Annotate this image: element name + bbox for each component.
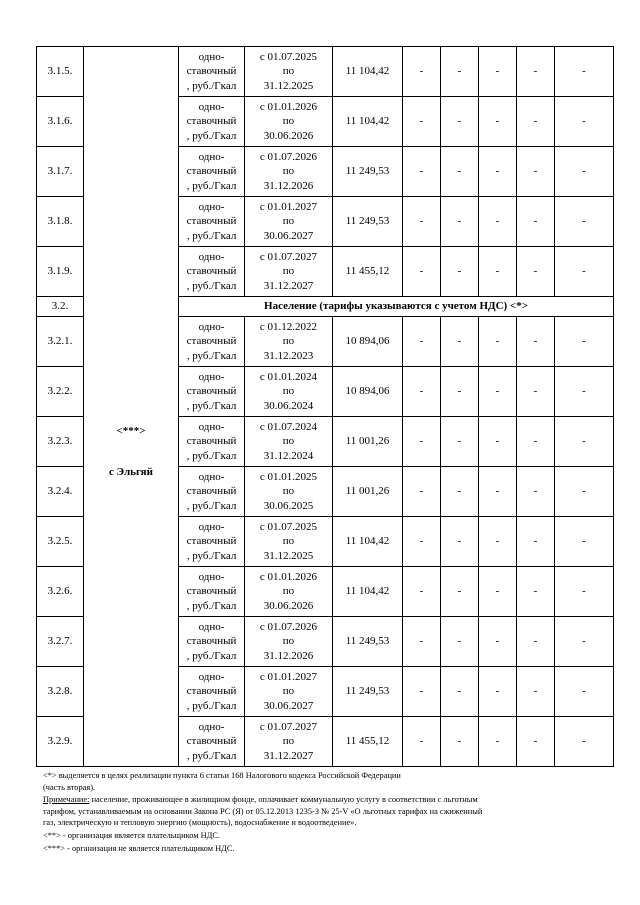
unit-cell-line: ставочный	[186, 215, 237, 228]
unit-cell-line: одно-	[198, 620, 225, 633]
period-cell-line: с 01.01.2027	[259, 200, 318, 213]
section-title-cell: Население (тарифы указываются с учетом НДС) <*>	[179, 297, 614, 317]
unit-cell	[179, 317, 245, 367]
period-cell-line: с 01.07.2026	[259, 150, 318, 163]
period-cell-line: с 01.07.2026	[259, 620, 318, 633]
empty-value-cell: -	[555, 367, 614, 417]
empty-value-cell: -	[517, 197, 555, 247]
period-cell-line: 31.12.2023	[263, 349, 314, 362]
period-cell-line: по	[282, 635, 295, 648]
tariff-value-cell: 11 104,42	[333, 517, 403, 567]
empty-value-cell: -	[517, 717, 555, 767]
footnotes	[43, 770, 613, 854]
unit-cell-line: ставочный	[186, 635, 237, 648]
empty-value-cell: -	[441, 197, 479, 247]
empty-value-cell: -	[555, 567, 614, 617]
empty-value-cell: -	[517, 97, 555, 147]
unit-cell-line: , руб./Гкал	[186, 749, 237, 762]
empty-value-cell: -	[555, 667, 614, 717]
period-cell-line: с 01.01.2025	[259, 470, 318, 483]
empty-value-cell: -	[441, 467, 479, 517]
empty-value-cell: -	[441, 47, 479, 97]
period-cell-line: с 01.07.2024	[259, 420, 318, 433]
period-cell-line: 31.12.2027	[263, 749, 314, 762]
unit-cell-line: , руб./Гкал	[186, 649, 237, 662]
unit-cell-line: , руб./Гкал	[186, 279, 237, 292]
period-cell	[245, 247, 333, 297]
empty-value-cell: -	[479, 197, 517, 247]
unit-cell-line: одно-	[198, 570, 225, 583]
period-cell	[245, 467, 333, 517]
empty-value-cell: -	[403, 317, 441, 367]
period-cell-line: 30.06.2027	[263, 229, 314, 242]
period-cell-line: по	[282, 115, 295, 128]
unit-cell-line: одно-	[198, 670, 225, 683]
tariff-value-cell: 11 104,42	[333, 97, 403, 147]
empty-value-cell: -	[517, 467, 555, 517]
row-number-cell: 3.2.4.	[37, 467, 84, 517]
period-cell	[245, 367, 333, 417]
unit-cell	[179, 717, 245, 767]
unit-cell-line: , руб./Гкал	[186, 499, 237, 512]
empty-value-cell: -	[441, 97, 479, 147]
tariff-value-cell: 11 249,53	[333, 197, 403, 247]
empty-value-cell: -	[403, 367, 441, 417]
empty-value-cell: -	[479, 367, 517, 417]
empty-value-cell: -	[517, 247, 555, 297]
row-number-cell: 3.1.7.	[37, 147, 84, 197]
empty-value-cell: -	[403, 567, 441, 617]
row-number-cell: 3.1.9.	[37, 247, 84, 297]
empty-value-cell: -	[479, 617, 517, 667]
unit-cell-line: , руб./Гкал	[186, 349, 237, 362]
unit-cell-line: , руб./Гкал	[186, 79, 237, 92]
empty-value-cell: -	[441, 317, 479, 367]
period-cell-line: по	[282, 735, 295, 748]
empty-value-cell: -	[479, 467, 517, 517]
empty-value-cell: -	[441, 717, 479, 767]
empty-value-cell: -	[479, 567, 517, 617]
unit-cell-line: , руб./Гкал	[186, 399, 237, 412]
row-number-cell: 3.1.8.	[37, 197, 84, 247]
unit-cell	[179, 467, 245, 517]
empty-value-cell: -	[517, 617, 555, 667]
period-cell-line: 30.06.2025	[263, 499, 314, 512]
section-number-cell: 3.2.	[37, 297, 84, 317]
period-cell	[245, 97, 333, 147]
period-cell-line: по	[282, 215, 295, 228]
row-number-cell: 3.2.8.	[37, 667, 84, 717]
period-cell-line: 30.06.2024	[263, 399, 314, 412]
empty-value-cell: -	[403, 47, 441, 97]
empty-value-cell: -	[517, 667, 555, 717]
tariff-value-cell: 11 249,53	[333, 667, 403, 717]
period-cell-line: по	[282, 685, 295, 698]
empty-value-cell: -	[441, 667, 479, 717]
period-cell	[245, 197, 333, 247]
unit-cell-line: ставочный	[186, 115, 237, 128]
unit-cell-line: ставочный	[186, 335, 237, 348]
empty-value-cell: -	[441, 417, 479, 467]
row-number-cell: 3.2.1.	[37, 317, 84, 367]
unit-cell-line: ставочный	[186, 485, 237, 498]
period-cell-line: по	[282, 65, 295, 78]
unit-cell-line: ставочный	[186, 685, 237, 698]
row-number-cell: 3.1.5.	[37, 47, 84, 97]
unit-cell	[179, 367, 245, 417]
consumer-line: с Эльгяй	[109, 465, 153, 478]
empty-value-cell: -	[403, 617, 441, 667]
period-cell	[245, 617, 333, 667]
unit-cell	[179, 147, 245, 197]
row-number-cell: 3.2.3.	[37, 417, 84, 467]
period-cell-line: 30.06.2027	[263, 699, 314, 712]
unit-cell-line: одно-	[198, 250, 225, 263]
footnote-vat-marker-cont: (часть вторая).	[43, 782, 96, 792]
tariff-value-cell: 11 104,42	[333, 567, 403, 617]
empty-value-cell: -	[517, 517, 555, 567]
unit-cell-line: , руб./Гкал	[186, 699, 237, 712]
tariff-value-cell: 11 455,12	[333, 717, 403, 767]
empty-value-cell: -	[479, 667, 517, 717]
footnote-vat-marker: <*> выделяется в целях реализации пункта 6 статьи 168 Налогового кодекса Российской Федерации	[43, 771, 401, 780]
empty-value-cell: -	[479, 47, 517, 97]
empty-value-cell: -	[403, 197, 441, 247]
table-row	[37, 47, 614, 97]
unit-cell-line: ставочный	[186, 265, 237, 278]
period-cell	[245, 317, 333, 367]
empty-value-cell: -	[517, 147, 555, 197]
empty-value-cell: -	[517, 367, 555, 417]
empty-value-cell: -	[555, 417, 614, 467]
period-cell-line: 31.12.2027	[263, 279, 314, 292]
period-cell-line: с 01.01.2027	[259, 670, 318, 683]
period-cell-line: 31.12.2024	[263, 449, 314, 462]
empty-value-cell: -	[403, 667, 441, 717]
empty-value-cell: -	[403, 717, 441, 767]
period-cell-line: с 01.01.2024	[259, 370, 318, 383]
empty-value-cell: -	[517, 47, 555, 97]
unit-cell-line: , руб./Гкал	[186, 129, 237, 142]
period-cell-line: по	[282, 335, 295, 348]
tariff-value-cell: 10 894,06	[333, 367, 403, 417]
empty-value-cell: -	[479, 97, 517, 147]
unit-cell-line: , руб./Гкал	[186, 179, 237, 192]
empty-value-cell: -	[555, 467, 614, 517]
unit-cell	[179, 47, 245, 97]
unit-cell	[179, 667, 245, 717]
empty-value-cell: -	[403, 417, 441, 467]
period-cell-line: 30.06.2026	[263, 129, 314, 142]
row-number-cell: 3.1.6.	[37, 97, 84, 147]
empty-value-cell: -	[555, 247, 614, 297]
empty-value-cell: -	[479, 417, 517, 467]
unit-cell-line: , руб./Гкал	[186, 229, 237, 242]
empty-value-cell: -	[555, 197, 614, 247]
empty-value-cell: -	[441, 147, 479, 197]
period-cell	[245, 417, 333, 467]
empty-value-cell: -	[441, 367, 479, 417]
remark-text-3: газ, электрическую и тепловую энергию (мощность), водоснабжение и водоотведение».	[43, 818, 357, 828]
unit-cell-line: одно-	[198, 520, 225, 533]
empty-value-cell: -	[555, 47, 614, 97]
remark-text-2: тарифом, устанавливаемым на основании Закона РС (Я) от 05.12.2013 1235-З № 25-V «О льготных тарифах на сжиженный	[43, 806, 483, 816]
unit-cell-line: одно-	[198, 470, 225, 483]
empty-value-cell: -	[441, 567, 479, 617]
unit-cell	[179, 417, 245, 467]
period-cell-line: с 01.07.2025	[259, 520, 318, 533]
period-cell-line: по	[282, 265, 295, 278]
unit-cell-line: одно-	[198, 370, 225, 383]
period-cell	[245, 667, 333, 717]
period-cell-line: 31.12.2026	[263, 179, 314, 192]
period-cell	[245, 517, 333, 567]
remark-label: Примечание:	[43, 795, 90, 805]
empty-value-cell: -	[479, 517, 517, 567]
empty-value-cell: -	[555, 617, 614, 667]
unit-cell-line: одно-	[198, 420, 225, 433]
period-cell-line: с 01.07.2027	[259, 720, 318, 733]
row-number-cell: 3.2.2.	[37, 367, 84, 417]
unit-cell-line: ставочный	[186, 735, 237, 748]
unit-cell	[179, 97, 245, 147]
period-cell	[245, 47, 333, 97]
footnote-not-vat-payer: <***> - организация не является плательщиком НДС.	[43, 843, 235, 853]
remark-text-1: население, проживающее в жилищном фонде, оплачивает коммунальную услугу в соответствии с льготным	[89, 795, 478, 805]
period-cell-line: по	[282, 535, 295, 548]
empty-value-cell: -	[479, 147, 517, 197]
period-cell-line: с 01.12.2022	[259, 320, 318, 333]
empty-value-cell: -	[555, 97, 614, 147]
empty-value-cell: -	[555, 147, 614, 197]
period-cell-line: по	[282, 585, 295, 598]
unit-cell	[179, 517, 245, 567]
empty-value-cell: -	[441, 247, 479, 297]
unit-cell-line: ставочный	[186, 435, 237, 448]
unit-cell-line: одно-	[198, 320, 225, 333]
empty-value-cell: -	[403, 247, 441, 297]
remark	[43, 794, 613, 806]
empty-value-cell: -	[479, 717, 517, 767]
unit-cell-line: одно-	[198, 720, 225, 733]
unit-cell-line: одно-	[198, 150, 225, 163]
empty-value-cell: -	[441, 617, 479, 667]
period-cell-line: по	[282, 485, 295, 498]
period-cell-line: 31.12.2025	[263, 79, 314, 92]
unit-cell	[179, 617, 245, 667]
period-cell-line: 30.06.2026	[263, 599, 314, 612]
unit-cell-line: , руб./Гкал	[186, 449, 237, 462]
unit-cell-line: одно-	[198, 100, 225, 113]
tariff-value-cell: 11 249,53	[333, 617, 403, 667]
period-cell-line: с 01.07.2027	[259, 250, 318, 263]
period-cell	[245, 147, 333, 197]
unit-cell-line: ставочный	[186, 535, 237, 548]
unit-cell-line: ставочный	[186, 385, 237, 398]
tariff-value-cell: 11 001,26	[333, 467, 403, 517]
row-number-cell: 3.2.6.	[37, 567, 84, 617]
unit-cell	[179, 247, 245, 297]
consumer-line: <***>	[116, 425, 146, 437]
period-cell-line: по	[282, 165, 295, 178]
tariff-table	[36, 46, 614, 767]
empty-value-cell: -	[403, 97, 441, 147]
tariff-value-cell: 11 001,26	[333, 417, 403, 467]
empty-value-cell: -	[441, 517, 479, 567]
empty-value-cell: -	[403, 517, 441, 567]
empty-value-cell: -	[479, 317, 517, 367]
tariff-value-cell: 11 249,53	[333, 147, 403, 197]
period-cell-line: 31.12.2025	[263, 549, 314, 562]
unit-cell-line: , руб./Гкал	[186, 599, 237, 612]
row-number-cell: 3.2.5.	[37, 517, 84, 567]
period-cell-line: с 01.01.2026	[259, 570, 318, 583]
unit-cell-line: одно-	[198, 200, 225, 213]
consumer-cell	[84, 47, 179, 767]
unit-cell-line: ставочный	[186, 65, 237, 78]
period-cell	[245, 567, 333, 617]
empty-value-cell: -	[517, 317, 555, 367]
period-cell-line: по	[282, 435, 295, 448]
period-cell-line: по	[282, 385, 295, 398]
empty-value-cell: -	[517, 417, 555, 467]
empty-value-cell: -	[403, 147, 441, 197]
empty-value-cell: -	[517, 567, 555, 617]
row-number-cell: 3.2.9.	[37, 717, 84, 767]
unit-cell	[179, 567, 245, 617]
unit-cell-line: одно-	[198, 50, 225, 63]
period-cell-line: с 01.07.2025	[259, 50, 318, 63]
unit-cell	[179, 197, 245, 247]
empty-value-cell: -	[555, 717, 614, 767]
row-number-cell: 3.2.7.	[37, 617, 84, 667]
period-cell-line: 31.12.2026	[263, 649, 314, 662]
table-body	[37, 47, 614, 767]
tariff-value-cell: 10 894,06	[333, 317, 403, 367]
period-cell-line: с 01.01.2026	[259, 100, 318, 113]
tariff-value-cell: 11 104,42	[333, 47, 403, 97]
empty-value-cell: -	[555, 517, 614, 567]
period-cell	[245, 717, 333, 767]
empty-value-cell: -	[555, 317, 614, 367]
unit-cell-line: ставочный	[186, 585, 237, 598]
empty-value-cell: -	[479, 247, 517, 297]
tariff-value-cell: 11 455,12	[333, 247, 403, 297]
empty-value-cell: -	[403, 467, 441, 517]
unit-cell-line: , руб./Гкал	[186, 549, 237, 562]
unit-cell-line: ставочный	[186, 165, 237, 178]
footnote-vat-payer: <**> - организация является плательщиком НДС.	[43, 830, 221, 840]
